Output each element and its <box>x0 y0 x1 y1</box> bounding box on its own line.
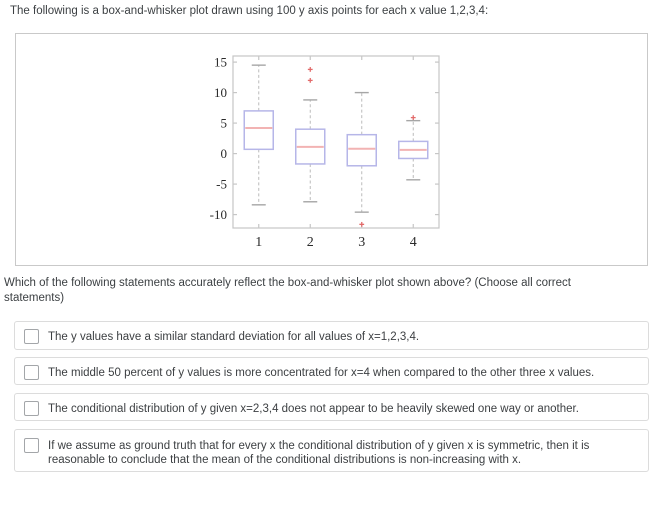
box-and-whisker-chart <box>16 34 647 265</box>
boxplot-panel <box>15 33 648 266</box>
checkbox-option-2[interactable] <box>24 365 39 380</box>
checkbox-option-3[interactable] <box>24 401 39 416</box>
iqr-box <box>347 135 376 166</box>
x-tick-label: 3 <box>358 235 366 250</box>
question-text: Which of the following statements accurately reflect the box-and-whisker plot shown above? (Choose all correct statements) <box>4 277 571 304</box>
y-tick-label: 0 <box>220 146 227 162</box>
y-tick-label: -10 <box>209 207 227 223</box>
checkbox-option-1[interactable] <box>24 329 39 344</box>
page-title: The following is a box-and-whisker plot drawn using 100 y axis points for each x value 1,2,3,4: <box>10 5 489 17</box>
option-label: The y values have a similar standard deviation for all values of x=1,2,3,4. <box>48 331 420 343</box>
x-tick-label: 1 <box>255 235 263 250</box>
y-tick-label: 5 <box>220 115 227 131</box>
option-row-middle-50-concentrated[interactable] <box>14 357 649 385</box>
x-tick-label: 4 <box>409 235 417 250</box>
option-row-similar-stddev[interactable] <box>14 321 649 350</box>
iqr-box <box>244 111 273 149</box>
option-label: If we assume as ground truth that for every x the conditional distribution of y given x is symmetric, then it is reasonable to conclude that the mean of the conditional distributions is non-increasing with x. <box>48 439 590 466</box>
option-row-mean-non-increasing[interactable] <box>14 429 649 472</box>
option-label: The conditional distribution of y given x=2,3,4 does not appear to be heavily skewed one way or another. <box>48 403 579 415</box>
y-tick-label: 10 <box>214 85 227 101</box>
y-tick-label: -5 <box>216 176 227 192</box>
checkbox-option-4[interactable] <box>24 438 39 453</box>
y-tick-label: 15 <box>214 54 227 70</box>
x-tick-label: 2 <box>306 235 314 250</box>
option-row-not-skewed[interactable] <box>14 393 649 421</box>
option-label: The middle 50 percent of y values is more concentrated for x=4 when compared to the other three x values. <box>48 367 595 379</box>
